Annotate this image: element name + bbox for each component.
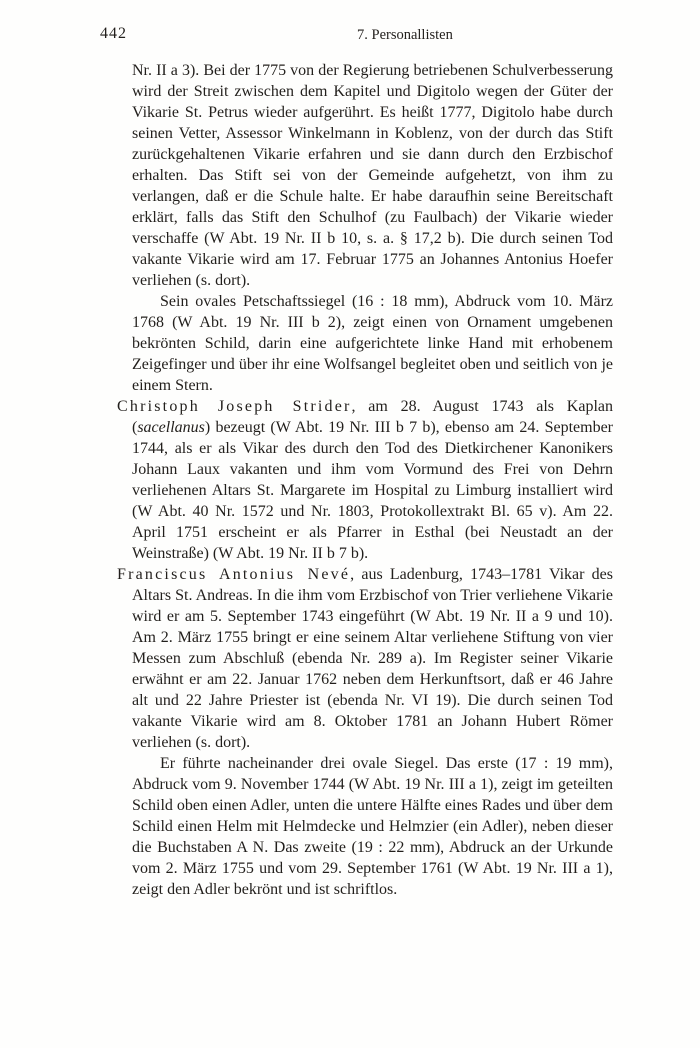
paragraph-neve-seals: Er führte nacheinander drei ovale Siegel. Das erste (17 : 19 mm), Abdruck vom 9. November 1744 (W Abt. 19 Nr. III a 1), zeigt im geteilten Schild oben einen Adler, unten die untere Hälfte eines Rades und über dem Schild einen Helm mit Helmdecke und Helmzier (ein Adler), neben dieser die Buchstaben A N. Das zweite (19 : 22 mm), Abdruck an der Urkunde vom 2. März 1755 und vom 29. September 1761 (W Abt. 19 Nr. III a 1), zeigt den Adler bekrönt und ist schriftlos.: [132, 755, 613, 898]
page-number: 442: [100, 25, 127, 42]
latin-term-italic: sacellanus: [137, 419, 205, 436]
running-header: [0, 25, 700, 45]
entry-text-strider-post: ) bezeugt (W Abt. 19 Nr. III b 7 b), ebenso am 24. September 1744, als er als Vikar des durch den Tod des Dietkirchener Kanonikers Johann Laux vakanten und ihm vom Vormund des Frei von Dehrn verliehenen Altars St. Margarete im Hospital zu Limburg installiert wird (W Abt. 40 Nr. 1572 und Nr. 1803, Protokollextrakt Bl. 65 v). Am 22. April 1751 erscheint er als Pfarrer in Esthal (bei Neustadt an der Weinstraße) (W Abt. 19 Nr. II b 7 b).: [132, 419, 613, 562]
paragraph-digitolo-seal: Sein ovales Petschaftssiegel (16 : 18 mm), Abdruck vom 10. März 1768 (W Abt. 19 Nr. III b 2), zeigt einen von Ornament umgebenen bekrönten Schild, darin eine aufgerichtete linke Hand mit erhobenem Zeigefinger und über ihr eine Wolfsangel begleitet oben und seitlich von je einem Stern.: [132, 293, 613, 394]
entry-neve: [117, 564, 613, 753]
entry-text-neve: , aus Ladenburg, 1743–1781 Vikar des Altars St. Andreas. In die ihm vom Erzbischof von Trier verliehene Vikarie wird er am 5. September 1743 eingeführt (W Abt. 19 Nr. II a 9 und 10). Am 2. März 1755 bringt er eine seinem Altar verliehene Stiftung von vier Messen zum Abschluß (ebenda Nr. 289 a). Im Register seiner Vikarie erwähnt er am 22. Januar 1762 neben dem Herkunftsort, daß er 46 Jahre alt und 22 Jahre Priester ist (ebenda Nr. VI 19). Die durch seinen Tod vakante Vikarie wird am 8. Oktober 1781 an Johann Hubert Römer verliehen (s. dort).: [132, 566, 613, 751]
text-block: [117, 60, 613, 900]
entry-name-neve: Franciscus Antonius Nevé: [117, 566, 351, 583]
entry-name-strider: Christoph Joseph Strider: [117, 398, 352, 415]
entry-strider: [117, 396, 613, 564]
entry-text-strider-pre: , am 28. August 1743 als Kaplan (: [132, 398, 613, 436]
paragraph-digitolo-continuation: Nr. II a 3). Bei der 1775 von der Regierung betriebenen Schulverbesserung wird der Streit zwischen dem Kapitel und Digitolo wegen der Güter der Vikarie St. Petrus wieder aufgerührt. Es heißt 1777, Digitolo habe durch seinen Vetter, Assessor Winkelmann in Koblenz, von der durch das Stift zurückgehaltenen Vikarie erfahren und sie dann durch den Erzbischof erhalten. Das Stift sei von der Gemeinde aufgehetzt, von ihm zu verlangen, daß er die Schule halte. Er habe daraufhin seine Bereitschaft erklärt, falls das Stift den Schulhof (zu Faulbach) der Vikarie wieder verschaffe (W Abt. 19 Nr. II b 10, s. a. § 17,2 b). Die durch seinen Tod vakante Vikarie wird am 17. Februar 1775 an Johannes Antonius Hoefer verliehen (s. dort).: [132, 62, 613, 289]
running-title: 7. Personallisten: [357, 27, 453, 43]
